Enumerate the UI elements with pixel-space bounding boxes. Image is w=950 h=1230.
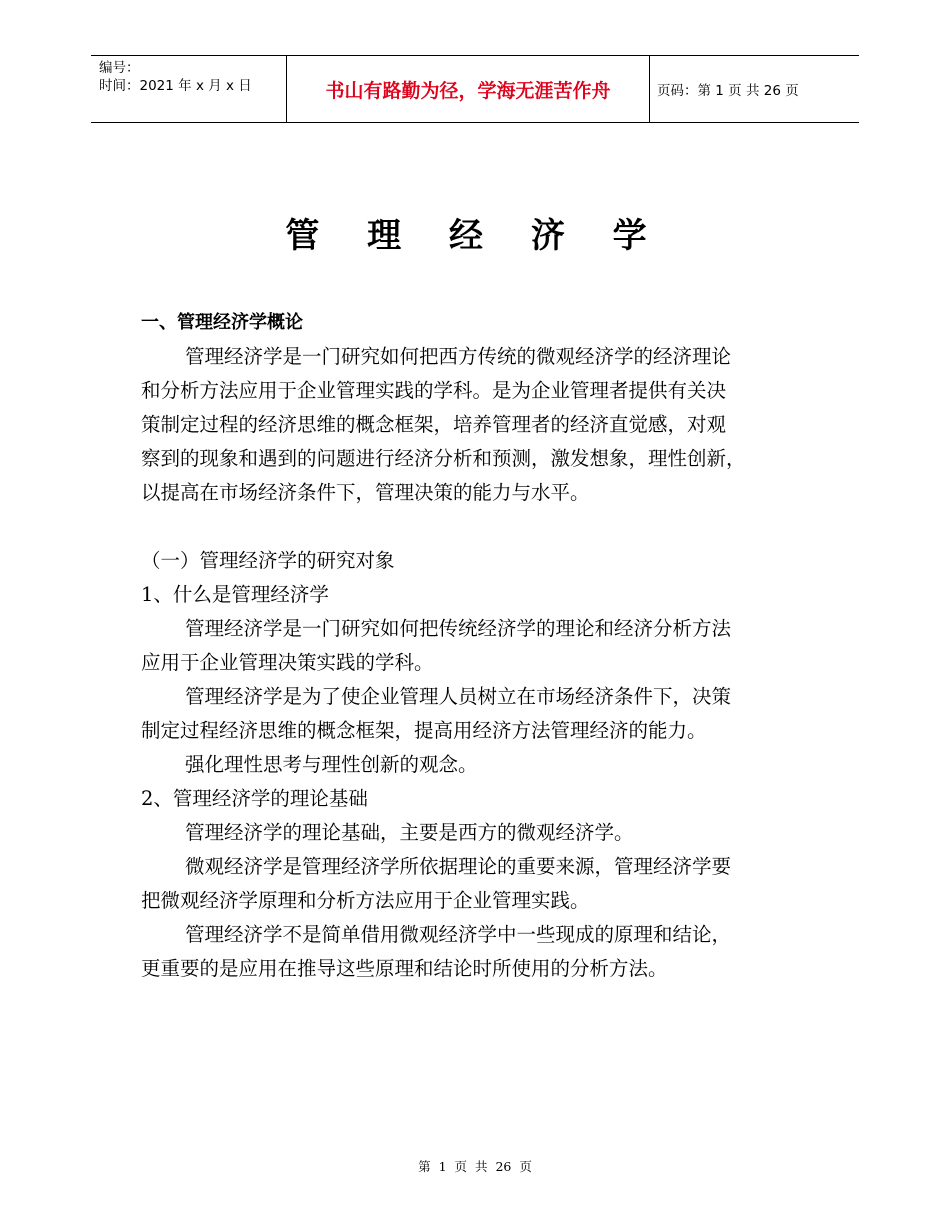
paragraph-line: 察到的现象和遇到的问题进行经济分析和预测，激发想象，理性创新， xyxy=(141,447,746,470)
paragraph-line: 以提高在市场经济条件下，管理决策的能力与水平。 xyxy=(141,481,590,504)
item-heading: 2、管理经济学的理论基础 xyxy=(141,787,368,810)
document-title: 管 理 经 济 学 xyxy=(285,216,665,256)
header-divider xyxy=(649,56,650,122)
paragraph-line: 把微观经济学原理和分析方法应用于企业管理实践。 xyxy=(141,889,590,912)
time-label: 时间：2021 年 x 月 x 日 xyxy=(99,78,252,94)
paragraph-line: 应用于企业管理决策实践的学科。 xyxy=(141,651,434,674)
number-label: 编号： xyxy=(99,60,140,76)
item-heading: 1、什么是管理经济学 xyxy=(141,583,329,606)
page-footer: 第 1 页 共 26 页 xyxy=(418,1159,532,1174)
section-heading: 一、管理经济学概论 xyxy=(141,312,303,333)
paragraph-line: 和分析方法应用于企业管理实践的学科。是为企业管理者提供有关决 xyxy=(141,379,727,402)
paragraph-line: 管理经济学是为了使企业管理人员树立在市场经济条件下，决策 xyxy=(185,685,732,708)
paragraph-line: 微观经济学是管理经济学所依据理论的重要来源，管理经济学要 xyxy=(185,855,732,878)
spacer xyxy=(141,510,811,544)
header-page-number: 页码：第 1 页 共 26 页 xyxy=(657,83,799,99)
paragraph-line: 强化理性思考与理性创新的观念。 xyxy=(185,753,478,776)
subsection-heading: （一）管理经济学的研究对象 xyxy=(141,549,395,572)
paragraph-line: 管理经济学是一门研究如何把传统经济学的理论和经济分析方法 xyxy=(185,617,732,640)
header-motto: 书山有路勤为径，学海无涯苦作舟 xyxy=(325,79,611,102)
paragraph-line: 管理经济学是一门研究如何把西方传统的微观经济学的经济理论 xyxy=(185,345,732,368)
paragraph-line: 管理经济学不是简单借用微观经济学中一些现成的原理和结论， xyxy=(185,923,732,946)
paragraph-line: 制定过程经济思维的概念框架，提高用经济方法管理经济的能力。 xyxy=(141,719,707,742)
header-meta xyxy=(99,59,252,95)
paragraph-line: 管理经济学的理论基础，主要是西方的微观经济学。 xyxy=(185,821,634,844)
document-body xyxy=(141,306,811,986)
paragraph-line: 策制定过程的经济思维的概念框架，培养管理者的经济直觉感，对观 xyxy=(141,413,727,436)
page-header xyxy=(91,55,859,123)
paragraph-line: 更重要的是应用在推导这些原理和结论时所使用的分析方法。 xyxy=(141,957,668,980)
